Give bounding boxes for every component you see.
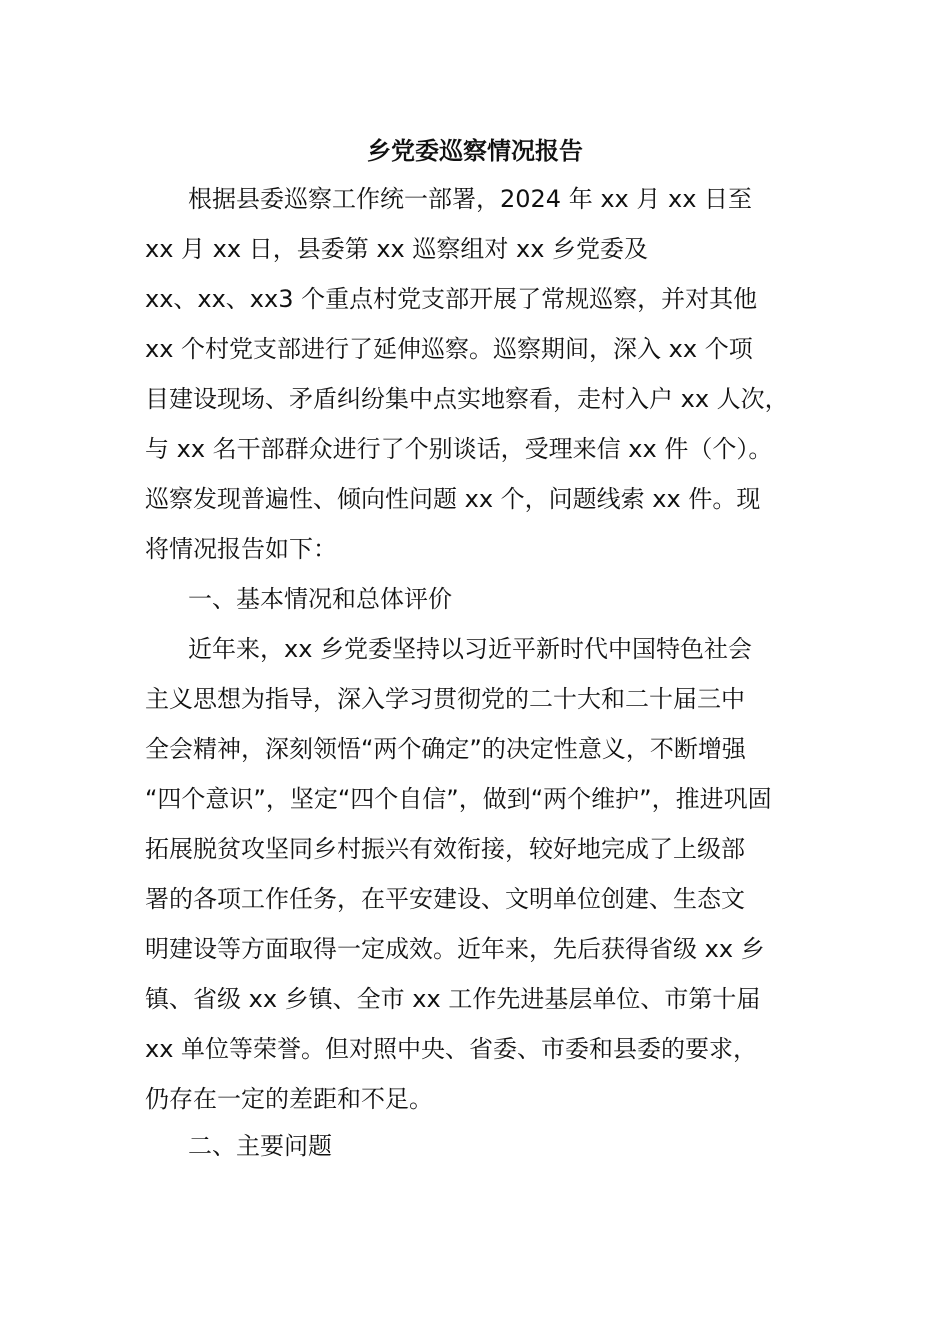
paragraph-2-line-5: 拓展脱贫攻坚同乡村振兴有效衔接，较好地完成了上级部 <box>145 835 745 863</box>
paragraph-1-line-5: 目建设现场、矛盾纠纷集中点实地察看，走村入户 xx 人次， <box>145 385 789 413</box>
section-heading-2: 二、主要问题 <box>188 1132 332 1160</box>
paragraph-1-line-2: xx 月 xx 日，县委第 xx 巡察组对 xx 乡党委及 <box>145 235 649 263</box>
paragraph-1-line-3: xx、xx、xx3 个重点村党支部开展了常规巡察，并对其他 <box>145 285 758 313</box>
paragraph-2-line-7: 明建设等方面取得一定成效。近年来，先后获得省级 xx 乡 <box>145 935 765 963</box>
paragraph-2-line-3: 全会精神，深刻领悟“两个确定”的决定性意义，不断增强 <box>145 735 746 763</box>
paragraph-1-line-1: 根据县委巡察工作统一部署，2024 年 xx 月 xx 日至 <box>188 185 753 213</box>
paragraph-1-line-4: xx 个村党支部进行了延伸巡察。巡察期间，深入 xx 个项 <box>145 335 753 363</box>
paragraph-2-line-4: “四个意识”，坚定“四个自信”，做到“两个维护”，推进巩固 <box>145 785 772 813</box>
paragraph-2-line-6: 署的各项工作任务，在平安建设、文明单位创建、生态文 <box>145 885 745 913</box>
paragraph-2-line-2: 主义思想为指导，深入学习贯彻党的二十大和二十届三中 <box>145 685 745 713</box>
paragraph-1-line-6: 与 xx 名干部群众进行了个别谈话，受理来信 xx 件（个）。 <box>145 435 773 463</box>
paragraph-2-line-9: xx 单位等荣誉。但对照中央、省委、市委和县委的要求， <box>145 1035 758 1063</box>
paragraph-2-line-1: 近年来，xx 乡党委坚持以习近平新时代中国特色社会 <box>188 635 753 663</box>
document-title: 乡党委巡察情况报告 <box>367 137 583 165</box>
paragraph-1-line-7: 巡察发现普遍性、倾向性问题 xx 个，问题线索 xx 件。现 <box>145 485 761 513</box>
paragraph-2-line-8: 镇、省级 xx 乡镇、全市 xx 工作先进基层单位、市第十届 <box>145 985 761 1013</box>
section-heading-1: 一、基本情况和总体评价 <box>188 585 452 613</box>
paragraph-2-line-10: 仍存在一定的差距和不足。 <box>145 1085 433 1113</box>
paragraph-1-line-8: 将情况报告如下： <box>145 535 337 563</box>
